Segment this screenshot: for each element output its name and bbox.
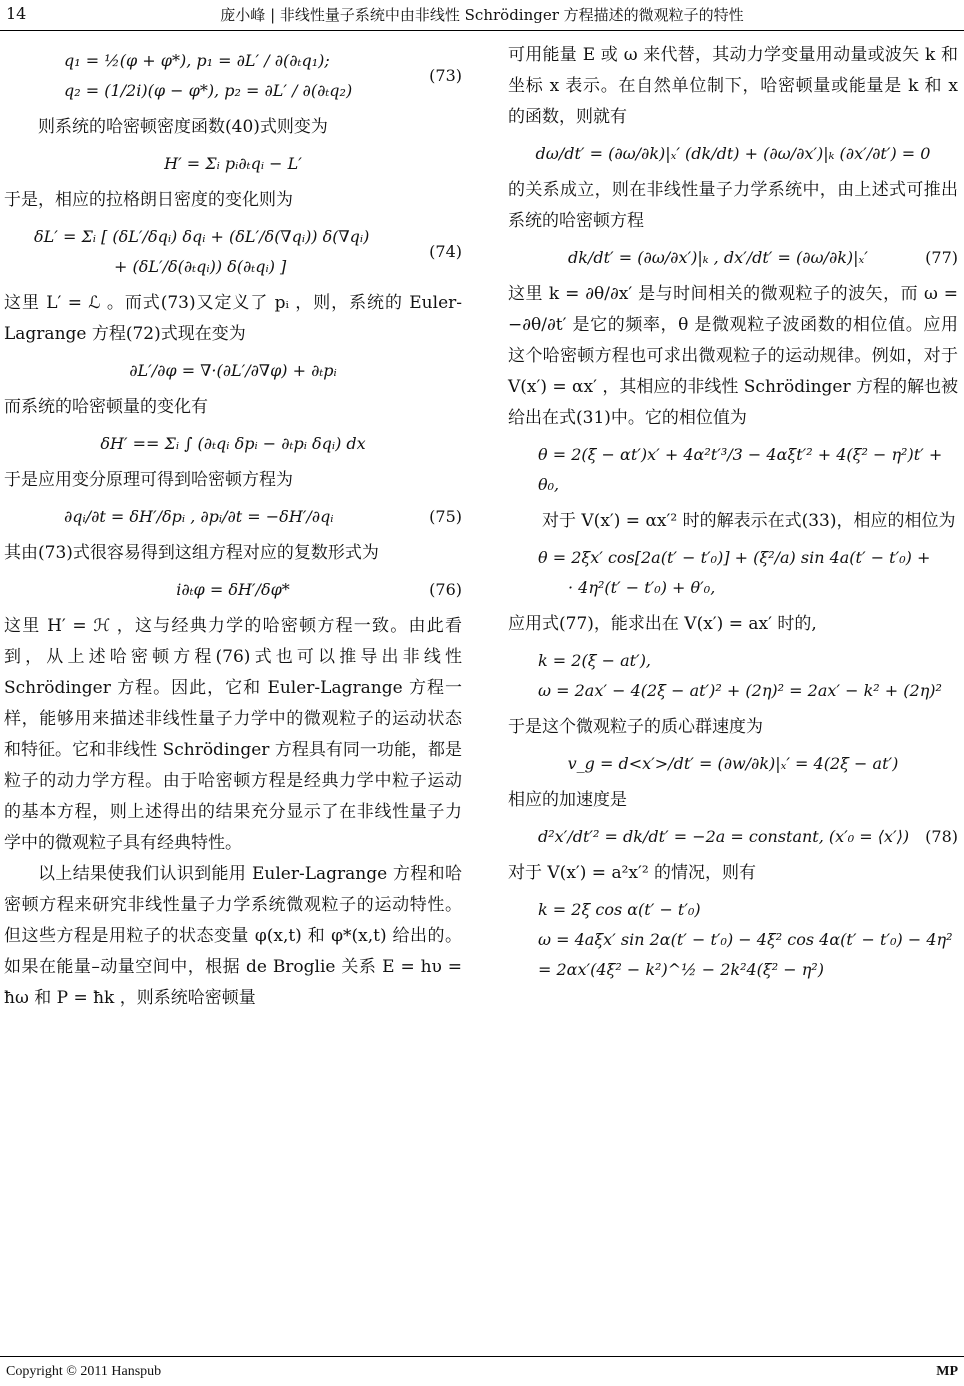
equation-number: (74)	[429, 242, 462, 261]
paragraph: 这里 L′ = ℒ 。而式(73)又定义了 pᵢ ，则，系统的 Euler-Lagrange 方程(72)式现在变为	[4, 293, 462, 344]
equation-frequency-derivative: dω/dt′ = (∂ω/∂k)|ₓ′ (dk/dt) + (∂ω/∂x′)|ₖ (∂x′/∂t′) = 0	[535, 144, 931, 163]
paragraph: 的关系成立，则在非线性量子力学系统中，由上述式可推出系统的哈密顿方程	[508, 180, 958, 231]
header-rule	[0, 30, 964, 31]
equation-phase-linear: θ = 2(ξ − αt′)x′ + 4α²t′³/3 − 4αξt′² + 4(ξ² − η²)t′ + θ₀,	[538, 445, 943, 494]
journal-abbreviation: MP	[936, 1364, 958, 1379]
equation-number: (78)	[925, 827, 958, 846]
paragraph: 对于 V(x′) = a²x′² 的情况，则有	[508, 863, 757, 883]
page-footer	[0, 1356, 964, 1386]
page-header	[0, 0, 964, 34]
paragraph: 这里 k = ∂θ/∂x′ 是与时间相关的微观粒子的波矢，而 ω = −∂θ/∂t′ 是它的频率，θ 是微观粒子波函数的相位值。应用这个哈密顿方程也可求出微观粒子的运动规律。例如，对于 V(x′) = αx′ ，其相应的非线性 Schrödinger 方程的解也被给出在式(31)中。它的相位值为	[508, 284, 958, 428]
paragraph: 其由(73)式很容易得到这组方程对应的复数形式为	[4, 543, 379, 563]
paragraph: 这里 H′ = ℋ ，这与经典力学的哈密顿方程一致。由此看到，从上述哈密顿方程(76)式也可以推导出非线性 Schrödinger 方程。因此，它和 Euler-Lagrange 方程一样，能够用来描述非线性量子力学中的微观粒子的运动状态和特征。它和非线性 Schrödinger 方程具有同一功能，都是粒子的动力学方程。由于哈密顿方程是经典力学中粒子运动的基本方程，则上述得出的结果充分显示了在非线性量子力学中的微观粒子具有经典特性。	[4, 616, 462, 853]
paragraph: 相应的加速度是	[508, 790, 627, 810]
page-number: 14	[6, 4, 27, 23]
equation-74	[4, 222, 462, 282]
equation-76: i∂ₜφ = δH′/δφ* (76)	[4, 575, 462, 605]
equation-number: (77)	[925, 248, 958, 267]
equation-77: dk/dt′ = (∂ω/∂x′)|ₖ , dx′/dt′ = (∂ω/∂k)|ₓ′ (77)	[508, 243, 958, 273]
equation-frequency: ω = 2ax′ − 4(2ξ − at′)² + (2η)² = 2ax′ − k² + (2η)²	[538, 681, 942, 700]
paragraph: 对于 V(x′) = αx′² 时的解表示在式(33)，相应的相位为	[542, 511, 956, 531]
equation-phase-harmonic-line-2: · 4η²(t′ − t′₀) + θ′₀,	[568, 578, 716, 597]
paragraph: 可用能量 E 或 ω 来代替，其动力学变量用动量或波矢 k 和坐标 x 表示。在自然单位制下，哈密顿量或能量是 k 和 x 的函数，则就有	[508, 45, 958, 127]
left-column	[4, 40, 462, 1014]
paragraph: 则系统的哈密顿密度函数(40)式则变为	[38, 117, 328, 137]
equation-number: (73)	[429, 66, 462, 85]
equation-hamiltonian-variation: δH′ == Σᵢ ∫ (∂ₜqᵢ δpᵢ − ∂ₜpᵢ δqᵢ) dx	[100, 434, 366, 453]
equation-phase-harmonic	[508, 543, 958, 603]
equation-75: ∂qᵢ/∂t = δH′/δpᵢ , ∂pᵢ/∂t = −δH′/∂qᵢ (75)	[4, 502, 462, 532]
equation-phase-harmonic-line-1: θ = 2ξx′ cos[2a(t′ − t′₀)] + (ξ²/a) sin 4a(t′ − t′₀) +	[538, 548, 931, 567]
equation-wavevector-linear	[508, 646, 958, 706]
equation-78: d²x′/dt′² = dk/dt′ = −2a = constant, (x′₀ = ⟨x′⟩) (78)	[508, 822, 958, 852]
equation-wavevector: k = 2(ξ − at′),	[538, 651, 652, 670]
equation-73	[4, 46, 462, 106]
equation-number: (76)	[429, 580, 462, 599]
paragraph: 于是应用变分原理可得到哈密顿方程为	[4, 470, 293, 490]
equation-73-line-1: q₁ = ½(φ + φ*), p₁ = ∂L′ / ∂(∂ₜq₁);	[64, 51, 330, 70]
equation-frequency-continued: = 2αx′(4ξ² − k²)^½ − 2k²4(ξ² − η²)	[538, 960, 824, 979]
paragraph: 于是，相应的拉格朗日密度的变化则为	[4, 190, 293, 210]
footer-rule	[0, 1356, 964, 1357]
equation-wavevector: k = 2ξ cos α(t′ − t′₀)	[538, 900, 701, 919]
equation-euler-lagrange: ∂L′/∂φ = ∇·(∂L′/∂∇φ) + ∂ₜpᵢ	[129, 361, 337, 380]
equation-frequency: ω = 4aξx′ sin 2α(t′ − t′₀) − 4ξ² cos 4α(t′ − t′₀) − 4η²	[538, 930, 953, 949]
paragraph: 应用式(77)，能求出在 V(x′) = ax′ 时的,	[508, 614, 817, 634]
paragraph: 以上结果使我们认识到能用 Euler-Lagrange 方程和哈密顿方程来研究非线性量子力学系统微观粒子的运动特性。但这些方程是用粒子的状态变量 φ(x,t) 和 φ*(x,t) 给出的。如果在能量–动量空间中，根据 de Broglie 关系 E = hυ = ħω 和 P = ħk ，则系统哈密顿量	[4, 864, 462, 1008]
paragraph: 而系统的哈密顿量的变化有	[4, 397, 208, 417]
equation-74-line-2: + (δL′/δ(∂ₜqᵢ)) δ(∂ₜqᵢ) ]	[114, 257, 287, 276]
equation-group-velocity: v_g = d<x′>/dt′ = (∂w/∂k)|ₓ′ = 4(2ξ − at′)	[567, 754, 899, 773]
running-title: 庞小峰 | 非线性量子系统中由非线性 Schrödinger 方程描述的微观粒子的特性	[220, 6, 744, 24]
equation-73-line-2: q₂ = (1/2i)(φ − φ*), p₂ = ∂L′ / ∂(∂ₜq₂)	[64, 81, 353, 100]
copyright: Copyright © 2011 Hanspub	[6, 1364, 162, 1379]
equation-harmonic-results	[508, 895, 958, 985]
right-column	[508, 40, 958, 991]
equation-hamiltonian-density: H′ = Σᵢ pᵢ∂ₜqᵢ − L′	[164, 154, 302, 173]
paragraph: 于是这个微观粒子的质心群速度为	[508, 717, 763, 737]
equation-number: (75)	[429, 507, 462, 526]
equation-74-line-1: δL′ = Σᵢ [ (δL′/δqᵢ) δqᵢ + (δL′/δ(∇qᵢ)) δ(∇qᵢ)	[34, 227, 370, 246]
